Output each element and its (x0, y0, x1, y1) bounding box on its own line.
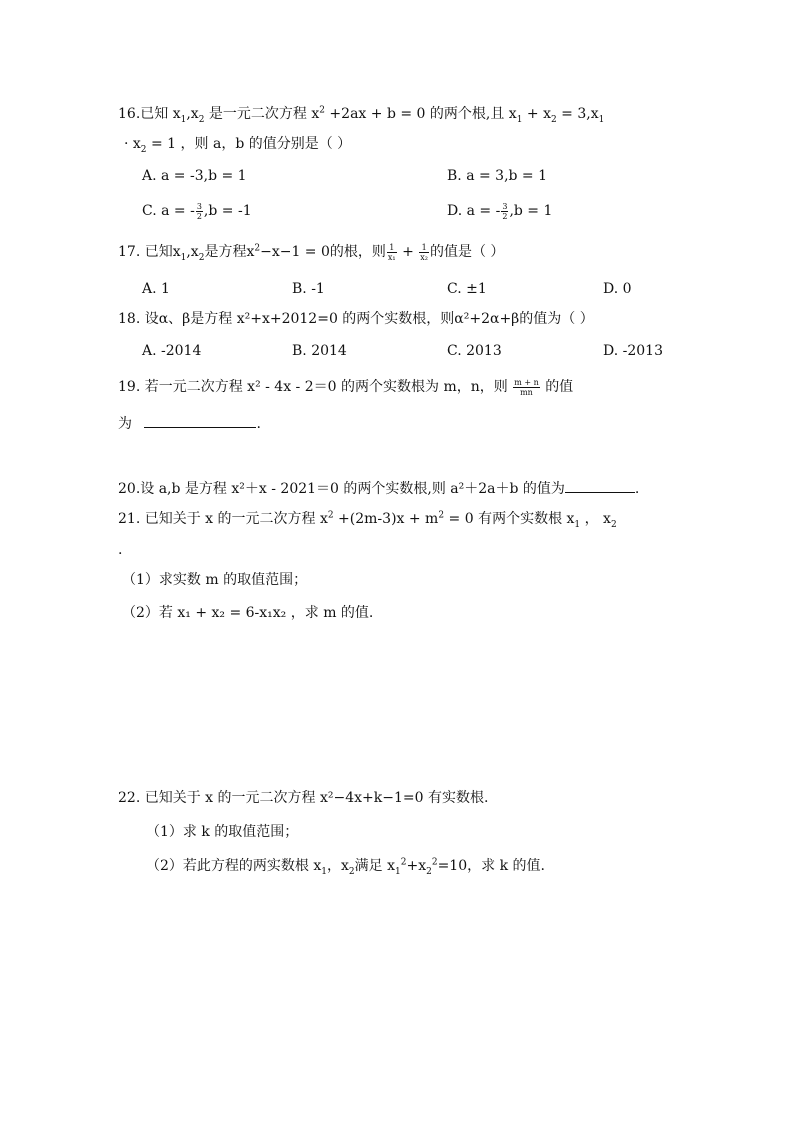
option-a: A. 1 (142, 281, 170, 297)
q16-text: 是一元二次方程 x (204, 106, 320, 122)
option-c: C. ±1 (447, 281, 487, 297)
option-d: D. 0 (603, 281, 632, 297)
q16-text: = 1 ，则 a，b 的值分别是（ ） (146, 136, 352, 152)
fraction-numerator: 3 (502, 201, 508, 211)
q22-text: 已知关于 x 的一元二次方程 x²−4x+k−1=0 有实数根. (144, 790, 489, 806)
superscript: 2 (438, 510, 445, 521)
q16-text: +2ax + b = 0 的两个根,且 x (324, 106, 517, 122)
option-d (447, 201, 552, 221)
fraction (501, 202, 508, 221)
superscript: 2 (327, 510, 334, 521)
period: . (256, 416, 261, 432)
question-16-line-2 (124, 134, 351, 154)
fraction-numerator: m + n (514, 377, 539, 387)
answer-blank[interactable] (565, 478, 635, 493)
q21-text: ， x (580, 511, 611, 527)
fraction (513, 378, 540, 397)
q19-text: 若一元二次方程 x² - 4x - 2＝0 的两个实数根为 m，n，则 (144, 379, 508, 395)
option-b: B. a = 3,b = 1 (447, 168, 548, 184)
q22-text: （2）若此方程的两实数根 x (146, 858, 322, 874)
fraction (196, 202, 203, 221)
option-b: B. -1 (292, 281, 325, 297)
subscript: 2 (348, 866, 355, 877)
superscript: 2 (254, 243, 261, 254)
question-number: 16. (118, 106, 141, 122)
fraction-denominator: 2 (502, 211, 508, 221)
q16-text: ,x (186, 106, 199, 122)
q17-text: 已知x (144, 244, 181, 260)
fraction-numerator: 1 (387, 243, 397, 253)
fraction-denominator: 2 (196, 211, 202, 221)
fraction (419, 243, 429, 262)
subscript: 1 (598, 114, 605, 125)
superscript: 2 (319, 105, 325, 116)
option-c: C. 2013 (447, 343, 502, 359)
q22-text: =10，求 k 的值. (437, 858, 545, 874)
q21-text: +(2m-3)x + m (333, 511, 439, 527)
subscript: 2 (550, 114, 557, 125)
q18-text: 设α、β是方程 x²+x+2012=0 的两个实数根，则α²+2α+β的值为（ ） (144, 311, 594, 327)
question-number: 21. (118, 511, 141, 527)
subscript: 2 (140, 144, 147, 155)
q21-text: = 0 有两个实数根 x (444, 511, 575, 527)
question-21-part-1: （1）求实数 m 的取值范围； (122, 572, 308, 588)
question-21-line-1 (118, 509, 617, 529)
q17-text: ,x (186, 244, 199, 260)
option-text: ,b = 1 (509, 203, 553, 219)
question-18-line-1 (118, 309, 594, 329)
superscript: 2 (431, 857, 438, 868)
q16-text: + x (522, 106, 551, 122)
option-text: C. a = - (142, 203, 195, 219)
option-a: A. a = -3,b = 1 (142, 168, 247, 184)
option-text: ,b = -1 (203, 203, 252, 219)
option-text: D. a = - (447, 203, 501, 219)
option-b: B. 2014 (292, 343, 347, 359)
question-22-line-1 (118, 788, 488, 808)
subscript: 1 (395, 866, 401, 877)
q20-text: 设 a,b 是方程 x²＋x - 2021＝0 的两个实数根,则 a²＋2a＋b 的值为 (140, 481, 565, 497)
question-21-part-2: （2）若 x₁ + x₂ = 6-x₁x₂ ，求 m 的值. (122, 605, 374, 621)
subscript: 1 (321, 866, 327, 877)
q17-text: + (397, 244, 419, 260)
subscript: 1 (180, 114, 187, 125)
q19-text: 的值 (545, 379, 574, 395)
subscript: 1 (516, 114, 523, 125)
q17-text: 的值是（ ） (429, 244, 505, 260)
subscript: 2 (198, 114, 205, 125)
question-number: 20. (118, 481, 141, 497)
question-17-line-1 (118, 242, 504, 262)
fraction-denominator: x₁ (387, 252, 396, 262)
subscript: 2 (610, 519, 617, 530)
q16-text: 已知 x (140, 106, 181, 122)
question-19-line-1 (118, 377, 573, 397)
fraction-denominator: x₂ (420, 252, 428, 262)
q22-text: ，x (327, 858, 349, 874)
question-16-line-1 (118, 104, 604, 124)
subscript: 2 (426, 866, 432, 877)
answer-blank[interactable] (144, 413, 256, 428)
question-21-dot: . (118, 542, 123, 558)
q16-text: = 3,x (556, 106, 599, 122)
fraction (387, 243, 397, 262)
period: . (634, 481, 640, 497)
subscript: 2 (198, 252, 205, 263)
question-number: 19. (118, 379, 141, 395)
question-22-part-1: （1）求 k 的取值范围； (146, 824, 299, 840)
option-c (142, 201, 252, 221)
question-number: 22. (118, 790, 141, 806)
question-20-line-1 (118, 478, 639, 499)
question-22-part-2 (146, 856, 545, 876)
q21-text: 已知关于 x 的一元二次方程 x (144, 511, 328, 527)
question-19-line-2 (118, 413, 261, 434)
q17-text: 是方程x (204, 244, 255, 260)
question-number: 18. (118, 311, 141, 327)
fraction-numerator: 3 (196, 201, 202, 211)
fraction-denominator: mn (520, 387, 533, 397)
question-number: 17. (118, 244, 141, 260)
q22-text: 满足 x (354, 858, 395, 874)
option-d: D. -2013 (603, 343, 663, 359)
q16-text: · x (124, 136, 141, 152)
option-a: A. -2014 (142, 343, 202, 359)
fraction-numerator: 1 (419, 243, 429, 253)
q17-text: −x−1 = 0的根，则 (260, 244, 386, 260)
q22-text: +x (406, 858, 427, 874)
superscript: 2 (400, 857, 407, 868)
subscript: 1 (180, 252, 187, 263)
q19-text: 为 (118, 416, 132, 432)
subscript: 1 (574, 519, 581, 530)
